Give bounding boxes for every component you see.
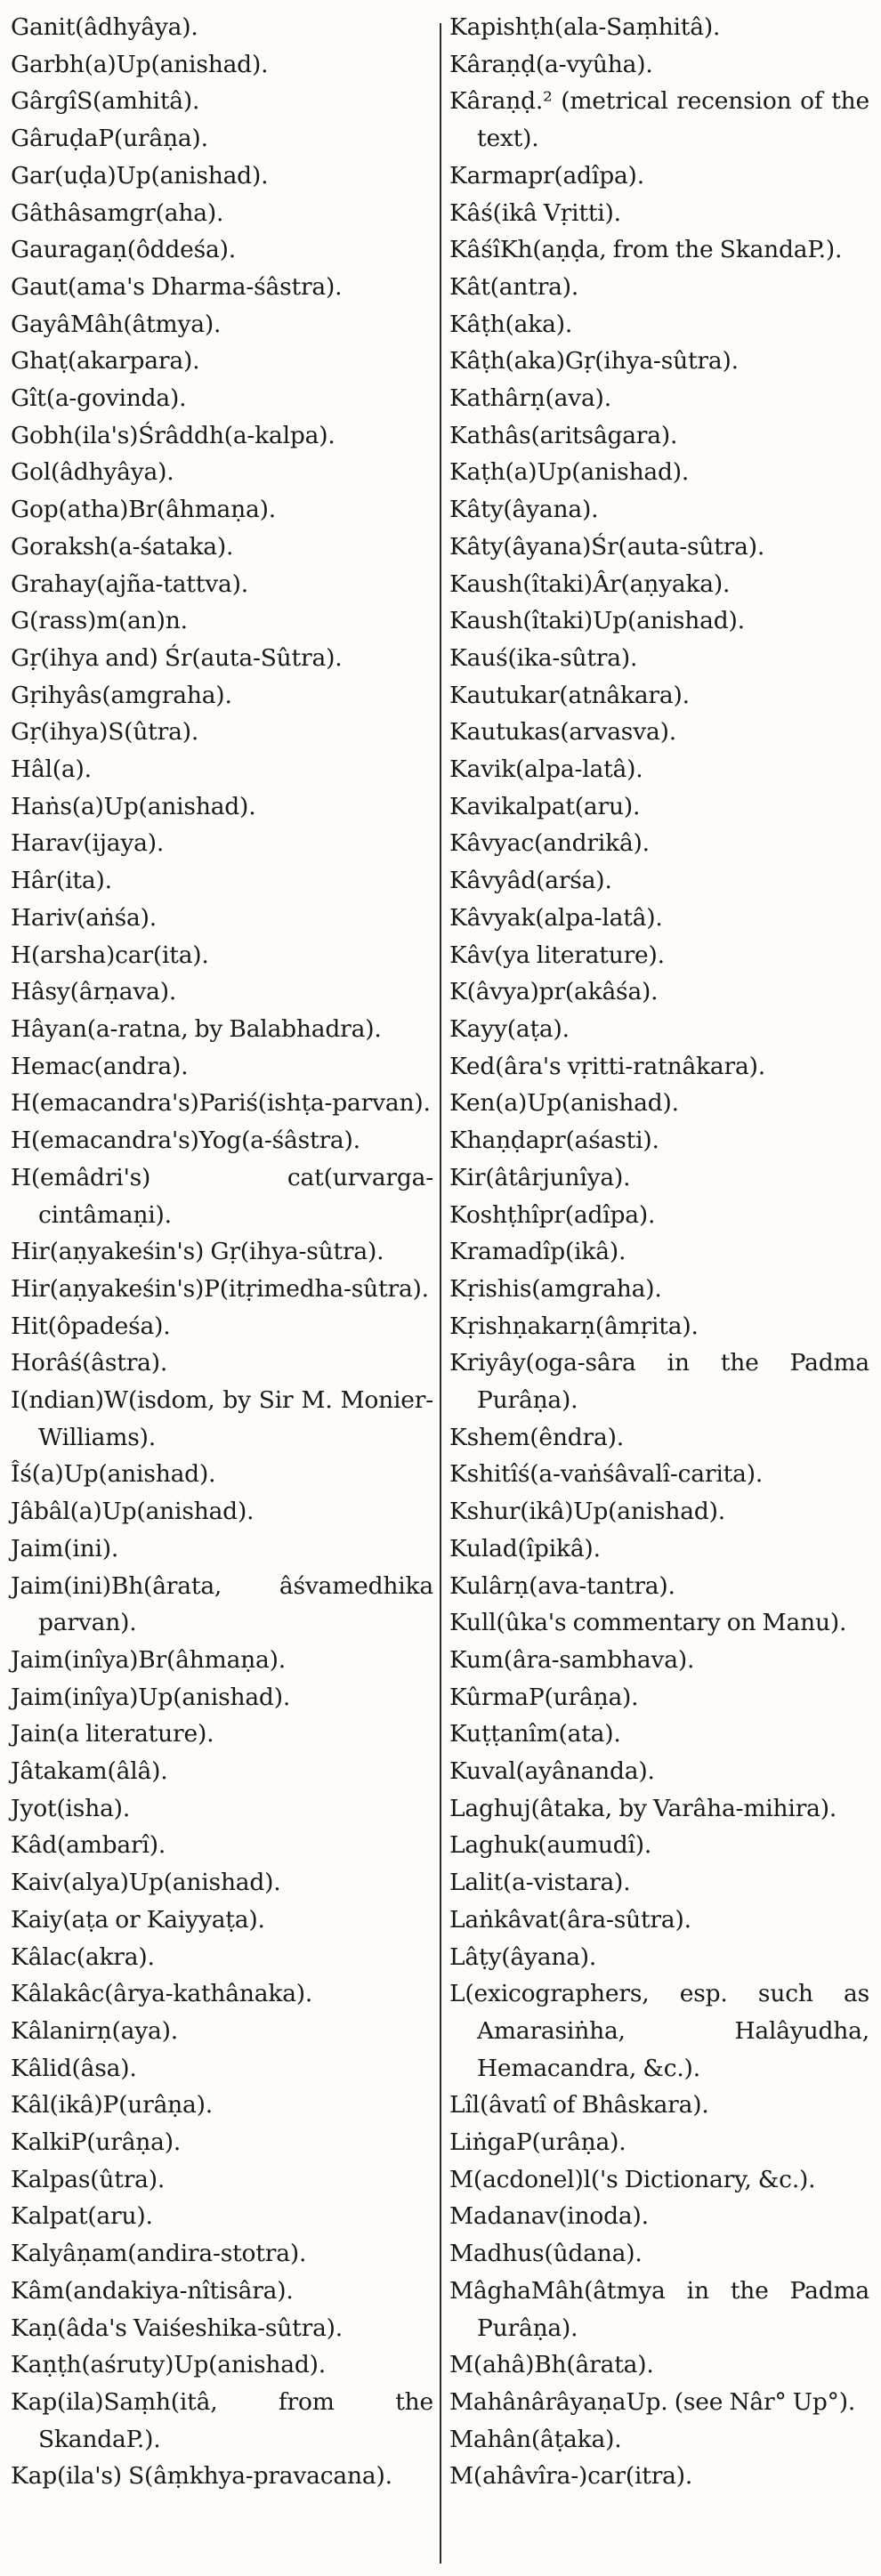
abbreviation-entry: Haṅs(a)Up(anishad). (11, 792, 256, 820)
abbreviation-entry: H(emacandra's)Pariś(ishṭa-parvan). (11, 1089, 431, 1118)
abbreviation-entry: Kâm(andakiya-nîtisâra). (11, 2276, 294, 2305)
abbreviation-entry: Kauś(ika-sûtra). (449, 643, 638, 672)
abbreviation-entry: Kautukas(arvasva). (449, 718, 676, 747)
abbreviation-entry: Lalit(a-vistara). (449, 1869, 631, 1897)
abbreviation-entry: GayâMâh(âtmya). (11, 310, 222, 338)
abbreviation-entry: Kalpat(aru). (11, 2202, 153, 2231)
abbreviation-entry: Kâlanirṇ(aya). (11, 2016, 179, 2045)
abbreviation-entry: GâruḍaP(urâṇa). (11, 125, 208, 153)
abbreviation-entry: KûrmaP(urâṇa). (449, 1683, 639, 1711)
abbreviation-entry: H(emâdri's) cat(urvarga-cintâmaṇi). (11, 1163, 433, 1229)
abbreviation-entry: Kṛishis(amgraha). (449, 1274, 662, 1303)
abbreviation-entry: Kâd(ambarî). (11, 1831, 166, 1860)
abbreviation-entry: GârgîS(amhitâ). (11, 87, 200, 116)
abbreviation-entry: Jâtakam(âlâ). (11, 1757, 168, 1786)
abbreviation-entry: G(rass)m(an)n. (11, 607, 188, 635)
abbreviation-entry: Gît(a-govinda). (11, 384, 187, 413)
abbreviation-entry: Mahân(âṭaka). (449, 2425, 622, 2453)
abbreviation-entry: Kâty(âyana)Śr(auta-sûtra). (449, 532, 765, 561)
abbreviation-entry: Kalpas(ûtra). (11, 2165, 166, 2193)
abbreviation-entry: Kuṭṭanîm(ata). (449, 1720, 621, 1748)
abbreviation-entry: Kshem(êndra). (449, 1423, 624, 1451)
abbreviation-entry: Kâvyâd(arśa). (449, 867, 612, 895)
abbreviation-entry: LiṅgaP(urâṇa). (449, 2128, 626, 2157)
abbreviation-entry: Madanav(inoda). (449, 2202, 649, 2231)
abbreviation-entry: Khaṇḍapr(aśasti). (449, 1126, 659, 1155)
abbreviation-entry: Ked(âra's vṛitti-ratnâkara). (449, 1052, 765, 1080)
abbreviation-entry: Laṅkâvat(âra-sûtra). (449, 1905, 691, 1934)
right-column (449, 9, 869, 2495)
abbreviation-entry: Kaṭh(a)Up(anishad). (449, 458, 690, 487)
abbreviation-entry: KalkiP(urâṇa). (11, 2128, 182, 2157)
abbreviation-entry: Goraksh(a-śataka). (11, 532, 234, 561)
abbreviation-entry: Kâṭh(aka)Gṛ(ihya-sûtra). (449, 347, 739, 375)
abbreviation-entry: Kâlac(akra). (11, 1942, 155, 1971)
abbreviation-entry: Lâṭy(âyana). (449, 1942, 597, 1971)
abbreviation-entry: Kâvyak(alpa-latâ). (449, 903, 663, 932)
abbreviation-entry: M(ahâvîra-)car(itra). (449, 2462, 693, 2491)
abbreviation-entry: Jaim(inîya)Br(âhmaṇa). (11, 1645, 286, 1674)
abbreviation-entry: Madhus(ûdana). (449, 2240, 643, 2268)
abbreviation-entry: Gṛ(ihya and) Śr(auta-Sûtra). (11, 643, 343, 672)
abbreviation-entry: Hariv(aṅśa). (11, 903, 157, 932)
abbreviation-entry: Kuval(ayânanda). (449, 1757, 655, 1786)
abbreviation-entry: Kâlakâc(ârya-kathânaka). (11, 1980, 313, 2008)
abbreviation-entry: MâghaMâh(âtmya in the Padma Purâṇa). (449, 2276, 869, 2342)
abbreviation-entry: Kull(ûka's commentary on Manu). (449, 1609, 847, 1637)
abbreviation-entry: Kâraṇḍ.² (metrical recension of the text). (449, 87, 869, 153)
abbreviation-entry: Laghuk(aumudî). (449, 1831, 652, 1860)
abbreviation-entry: Kaṇ(âda's Vaiśeshika-sûtra). (11, 2314, 344, 2342)
abbreviation-entry: Grahay(ajña-tattva). (11, 569, 248, 598)
abbreviation-entry: Kâl(ikâ)P(urâṇa). (11, 2091, 214, 2120)
abbreviation-entry: M(acdonel)l('s Dictionary, &c.). (449, 2165, 816, 2193)
abbreviation-entry: Gṛ(ihya)S(ûtra). (11, 718, 199, 747)
abbreviation-entry: Kulad(îpikâ). (449, 1534, 601, 1563)
abbreviation-entry: Jaim(ini). (11, 1534, 119, 1563)
abbreviation-entry: Gar(uḍa)Up(anishad). (11, 161, 269, 190)
abbreviation-entry: MahânârâyaṇaUp. (see Nâr° Up°). (449, 2388, 856, 2416)
abbreviation-entry: Koshṭhîpr(adîpa). (449, 1200, 656, 1229)
abbreviation-entry: Jaim(ini)Bh(ârata, âśvamedhika parvan). (11, 1571, 433, 1637)
abbreviation-entry: Kaiy(aṭa or Kaiyyaṭa). (11, 1905, 265, 1934)
abbreviation-entry: Laghuj(âtaka, by Varâha-mihira). (449, 1794, 837, 1822)
abbreviation-entry: Kshitîś(a-vaṅśâvalî-carita). (449, 1460, 764, 1489)
abbreviation-entry: Ganit(âdhyâya). (11, 13, 198, 41)
abbreviation-entry: Kaush(îtaki)Up(anishad). (449, 607, 745, 635)
abbreviation-entry: Hit(ôpadeśa). (11, 1312, 171, 1340)
abbreviation-entry: Kṛishṇakarṇ(âmṛita). (449, 1312, 699, 1340)
abbreviation-entry: Kap(ila's) S(âṃkhya-pravacana). (11, 2462, 392, 2491)
abbreviation-entry: L(exicographers, esp. such as Amarasiṅha, Halâyudha, Hemacandra, &c.). (449, 1980, 869, 2082)
abbreviation-entry: Garbh(a)Up(anishad). (11, 50, 269, 78)
abbreviation-entry: Kâvyac(andrikâ). (449, 829, 650, 858)
abbreviation-entry: Hâsy(ârṇava). (11, 978, 177, 1006)
abbreviation-entry: Kulârṇ(ava-tantra). (449, 1571, 675, 1600)
abbreviation-entry: Kâś(ikâ Vṛitti). (449, 198, 621, 227)
abbreviation-entry: Gâthâsamgr(aha). (11, 198, 224, 227)
column-divider (440, 23, 441, 2564)
abbreviation-entry: H(arsha)car(ita). (11, 941, 209, 969)
abbreviation-entry: Kaush(îtaki)Âr(aṇyaka). (449, 569, 731, 598)
abbreviation-entry: Kavikalpat(aru). (449, 792, 641, 820)
abbreviation-entry: Kum(âra-sambhava). (449, 1645, 695, 1674)
abbreviation-entry: Gol(âdhyâya). (11, 458, 174, 487)
abbreviation-entry: K(âvya)pr(akâśa). (449, 978, 659, 1006)
abbreviation-entry: Kavik(alpa-latâ). (449, 755, 643, 784)
abbreviation-entry: Kathâs(aritsâgara). (449, 421, 678, 449)
abbreviation-entry: Gop(atha)Br(âhmaṇa). (11, 496, 276, 524)
abbreviation-entry: Kayy(aṭa). (449, 1014, 570, 1043)
abbreviation-entry: M(ahâ)Bh(ârata). (449, 2351, 654, 2379)
abbreviation-entry: Jâbâl(a)Up(anishad). (11, 1498, 255, 1526)
abbreviation-entry: H(emacandra's)Yog(a-śâstra). (11, 1126, 360, 1155)
abbreviation-entry: Ken(a)Up(anishad). (449, 1089, 679, 1118)
abbreviation-entry: Kap(ila)Saṃh(itâ, from the SkandaP.). (11, 2388, 433, 2453)
abbreviation-entry: Kriyây(oga-sâra in the Padma Purâṇa). (449, 1349, 869, 1415)
abbreviation-entry: Kramadîp(ikâ). (449, 1238, 626, 1266)
abbreviation-entry: Kir(âtârjunîya). (449, 1163, 631, 1191)
left-column (11, 9, 433, 2495)
abbreviation-entry: Kaṇṭh(aśruty)Up(anishad). (11, 2351, 326, 2379)
abbreviation-entry: Horâś(âstra). (11, 1349, 168, 1377)
abbreviation-entry: Gobh(ila's)Śrâddh(a-kalpa). (11, 421, 335, 449)
abbreviation-entry: Hâr(ita). (11, 867, 112, 895)
abbreviation-entry: Kautukar(atnâkara). (449, 681, 690, 709)
abbreviation-entry: Kathârṇ(ava). (449, 384, 611, 413)
abbreviation-entry: Kâlid(âsa). (11, 2054, 137, 2082)
abbreviation-entry: Hemac(andra). (11, 1052, 189, 1080)
abbreviation-entry: Kât(antra). (449, 272, 579, 301)
abbreviation-entry: Kalyâṇam(andira-stotra). (11, 2240, 307, 2268)
abbreviation-entry: Hir(aṇyakeśin's) Gṛ(ihya-sûtra). (11, 1238, 384, 1266)
abbreviation-entry: Gaut(ama's Dharma-śâstra). (11, 272, 343, 301)
abbreviation-entry: Kapishṭh(ala-Saṃhitâ). (449, 13, 721, 41)
abbreviation-entry: I(ndian)W(isdom, by Sir M. Monier-Williams). (11, 1386, 433, 1451)
abbreviation-entry: Jyot(isha). (11, 1794, 131, 1822)
abbreviation-entry: Gṛihyâs(amgraha). (11, 681, 232, 709)
abbreviation-entry: Îś(a)Up(anishad). (11, 1460, 216, 1489)
abbreviation-entry: Jaim(inîya)Up(anishad). (11, 1683, 291, 1711)
abbreviation-entry: Gauragaṇ(ôddeśa). (11, 236, 236, 264)
abbreviation-entry: Kâv(ya literature). (449, 941, 665, 969)
abbreviation-entry: Ghaṭ(akarpara). (11, 347, 200, 375)
abbreviation-entry: Kâraṇḍ(a-vyûha). (449, 50, 653, 78)
abbreviation-entry: Kâṭh(aka). (449, 310, 573, 338)
abbreviation-entry: Kaiv(alya)Up(anishad). (11, 1869, 281, 1897)
abbreviation-entry: Hâl(a). (11, 755, 92, 784)
abbreviation-entry: Hir(aṇyakeśin's)P(itṛimedha-sûtra). (11, 1274, 429, 1303)
abbreviation-entry: Jain(a literature). (11, 1720, 214, 1748)
abbreviation-entry: Hâyan(a-ratna, by Balabhadra). (11, 1014, 382, 1043)
abbreviation-entry: Lîl(âvatî of Bhâskara). (449, 2091, 709, 2120)
abbreviation-entry: Harav(ijaya). (11, 829, 165, 858)
abbreviation-entry: Kshur(ikâ)Up(anishad). (449, 1498, 725, 1526)
abbreviation-entry: KâśîKh(aṇḍa, from the SkandaP.). (449, 236, 843, 264)
abbreviation-entry: Karmapr(adîpa). (449, 161, 644, 190)
abbreviation-entry: Kâty(âyana). (449, 496, 599, 524)
